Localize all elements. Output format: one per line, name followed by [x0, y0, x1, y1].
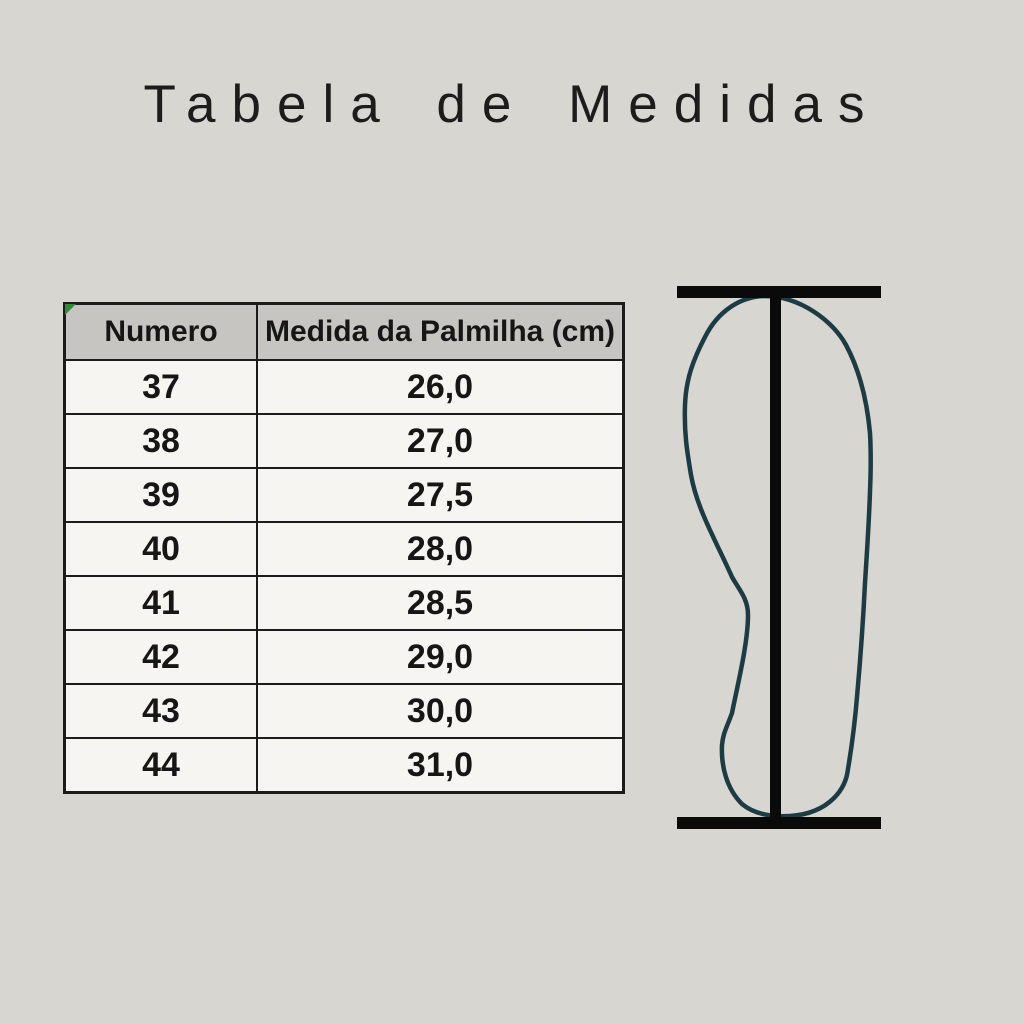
size-table-head — [65, 304, 624, 361]
cell-numero: 44 — [65, 738, 258, 793]
cell-medida: 30,0 — [257, 684, 624, 738]
size-table-body — [65, 360, 624, 793]
column-header-medida: Medida da Palmilha (cm) — [257, 304, 624, 361]
cell-numero: 40 — [65, 522, 258, 576]
table-row — [65, 576, 624, 630]
cell-numero: 41 — [65, 576, 258, 630]
cell-numero: 37 — [65, 360, 258, 414]
cell-medida: 28,0 — [257, 522, 624, 576]
table-row — [65, 468, 624, 522]
cell-numero: 43 — [65, 684, 258, 738]
cell-medida: 27,5 — [257, 468, 624, 522]
excel-corner-marker-icon — [65, 304, 76, 315]
header-row — [65, 304, 624, 361]
cell-medida: 27,0 — [257, 414, 624, 468]
cell-medida: 28,5 — [257, 576, 624, 630]
table-row — [65, 738, 624, 793]
cell-numero: 39 — [65, 468, 258, 522]
table-row — [65, 630, 624, 684]
measure-vertical-line — [770, 292, 781, 822]
table-row — [65, 684, 624, 738]
table-row — [65, 360, 624, 414]
size-table — [63, 302, 625, 794]
table-row — [65, 522, 624, 576]
insole-measurement-diagram — [676, 283, 883, 832]
column-header-numero: Numero — [65, 304, 258, 361]
cell-medida: 26,0 — [257, 360, 624, 414]
size-table-container — [63, 302, 625, 794]
page-title: Tabela de Medidas — [143, 75, 881, 134]
cell-numero: 42 — [65, 630, 258, 684]
table-row — [65, 414, 624, 468]
cell-medida: 31,0 — [257, 738, 624, 793]
cell-medida: 29,0 — [257, 630, 624, 684]
cell-numero: 38 — [65, 414, 258, 468]
